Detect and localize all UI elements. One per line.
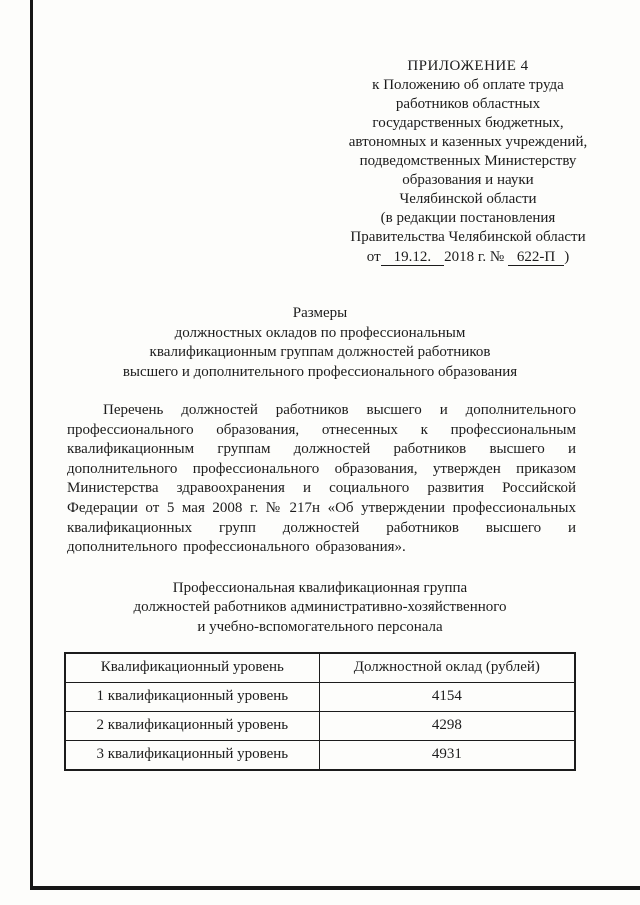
- title-line: квалификационным группам должностей работников: [149, 344, 491, 360]
- header-line: подведомственных Министерству: [359, 153, 577, 169]
- table-header-cell: Квалификационный уровень: [65, 653, 319, 683]
- document-title: [0, 304, 640, 382]
- header-line: Правительства Челябинской области: [350, 229, 586, 245]
- body-paragraph: Перечень должностей работников высшего и дополнительного профессионального образования, отнесенных к профессиональным квалификационным группам должностей работников высшего и дополнительного профессионального образования, утвержден приказом Министерства здравоохранения и социального развития Российской Федерации от 5 мая 2008 г. № 217н «Об утверждении профессиональных квалификационных групп должностей работников высшего и дополнительного профессионального образования».: [67, 402, 576, 556]
- header-line: автономных и казенных учреждений,: [348, 134, 588, 150]
- table-cell-salary: 4298: [319, 712, 575, 741]
- table-cell-level: 3 квалификационный уровень: [65, 741, 319, 771]
- title-line: высшего и дополнительного профессионального образования: [122, 363, 518, 380]
- table-row: [65, 712, 575, 741]
- number-fill-in: 622-П: [508, 249, 564, 266]
- date-fill-in: 19.12.: [381, 249, 445, 266]
- header-line: (в редакции постановления: [380, 210, 556, 226]
- table-cell-level: 2 квалификационный уровень: [65, 712, 319, 741]
- table-row: [65, 741, 575, 771]
- title-line: Размеры: [292, 305, 348, 321]
- header-line: к Положению об оплате труда: [372, 77, 564, 93]
- date-suffix: ): [564, 249, 570, 265]
- table-cell-level: 1 квалификационный уровень: [65, 683, 319, 712]
- table-cell-salary: 4154: [319, 683, 575, 712]
- subtitle-line: Профессиональная квалификационная группа: [172, 579, 468, 596]
- subtitle-line: и учебно-вспомогательного персонала: [197, 618, 443, 635]
- date-prefix: от: [366, 249, 381, 265]
- header-line: государственных бюджетных,: [372, 115, 564, 131]
- date-middle: 2018 г. №: [444, 249, 505, 265]
- header-line: Челябинской области: [399, 191, 537, 207]
- scan-edge-bottom: [30, 886, 640, 890]
- table-cell-salary: 4931: [319, 741, 575, 771]
- table-subtitle: [0, 579, 640, 638]
- appendix-header: [322, 57, 614, 267]
- salary-table: [64, 652, 576, 771]
- subtitle-line: должностей работников административно-хозяйственного: [133, 599, 507, 616]
- title-line: должностных окладов по профессиональным: [174, 324, 466, 341]
- table-header-row: [65, 653, 575, 683]
- appendix-title: ПРИЛОЖЕНИЕ 4: [407, 58, 529, 74]
- header-line: работников областных: [395, 96, 541, 112]
- header-line: образования и науки: [402, 172, 534, 188]
- table-header-cell: Должностной оклад (рублей): [319, 653, 575, 683]
- table-row: [65, 683, 575, 712]
- date-line: [322, 248, 614, 267]
